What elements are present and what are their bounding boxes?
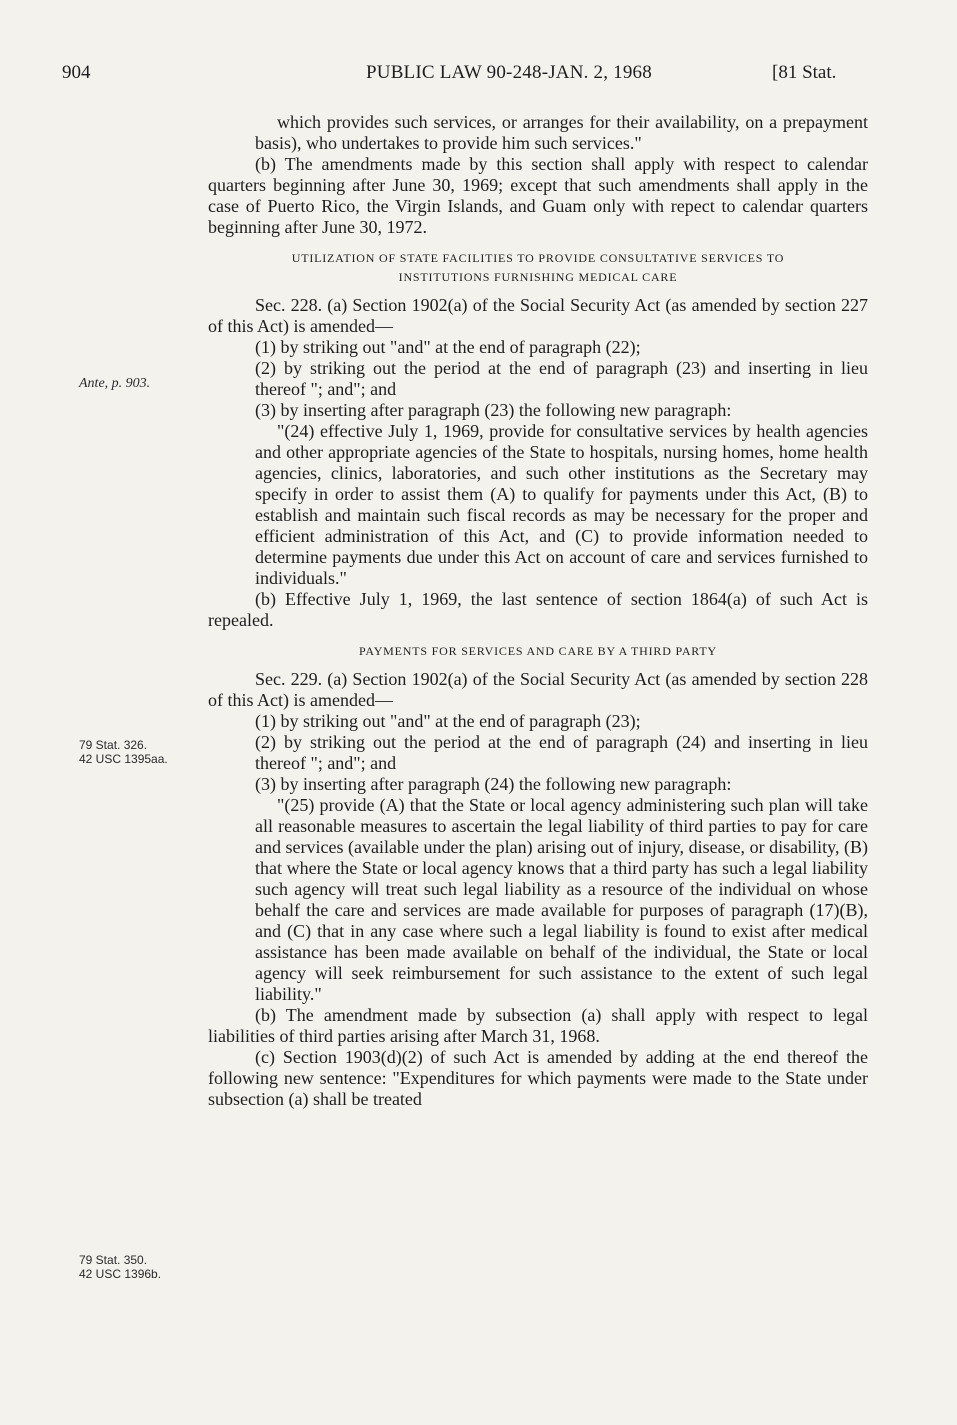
clause: (2) by striking out the period at the end of paragraph (24) and inserting in lieu thereof "; and"; and (255, 732, 868, 773)
paragraph: which provides such services, or arranges for their availability, on a prepayment basis), who undertakes to provide him such services." (255, 112, 868, 153)
page-header (0, 62, 957, 88)
section-228-intro: Sec. 228. (a) Section 1902(a) of the Social Security Act (as amended by section 227 of this Act) is amended— (208, 295, 868, 336)
quoted-paragraph-25: "(25) provide (A) that the State or local agency administering such plan will take all reasonable measures to ascertain the legal liability of third parties to pay for care and services (available under the plan) arising out of injury, disease, or disability, (B) that where the State or local agency knows that a third party has such a legal liability such agency will treat such legal liability as a resource of the individual on whose behalf the care and services are made available for purposes of paragraph (17)(B), and (C) that in any case where such a legal liability is found to exist after medical assistance has been made available on behalf of the individual, the State or local agency will seek reimbursement for such assistance to the extent of such legal liability." (255, 795, 868, 1004)
section-heading-payments (208, 642, 868, 661)
margin-note-stat-350: 79 Stat. 350. (79, 1253, 148, 1267)
section-229-intro: Sec. 229. (a) Section 1902(a) of the Social Security Act (as amended by section 228 of this Act) is amended— (208, 669, 868, 710)
margin-note-ante: Ante, p. 903. (79, 376, 151, 391)
clause: (3) by inserting after paragraph (24) the following new paragraph: (255, 774, 732, 794)
section-229-c: (c) Section 1903(d)(2) of such Act is amended by adding at the end thereof the following new sentence: "Expenditures for which payments were made to the State under subsection (a) shall be treated (208, 1047, 868, 1109)
clause: (2) by striking out the period at the end of paragraph (23) and inserting in lieu thereof "; and"; and (255, 358, 868, 399)
paragraph: (b) The amendments made by this section shall apply with respect to calendar quarters beginning after June 30, 1969; except that such amendments shall apply in the case of Puerto Rico, the Virgin Islands, and Guam only with repect to calendar quarters beginning after June 30, 1972. (208, 154, 868, 237)
heading-line: PAYMENTS FOR SERVICES AND CARE BY A THIRD PARTY (358, 644, 717, 658)
margin-note-usc-1396b: 42 USC 1396b. (79, 1267, 162, 1281)
section-229-b: (b) The amendment made by subsection (a) shall apply with respect to legal liabilities of third parties arising after March 31, 1968. (208, 1005, 868, 1046)
heading-line: INSTITUTIONS FURNISHING MEDICAL CARE (398, 270, 678, 284)
quoted-paragraph-24: "(24) effective July 1, 1969, provide for consultative services by health agencies and other appropriate agencies of the State to hospitals, nursing homes, home health agencies, clinics, laboratories, and such other institutions as the Secretary may specify in order to assist them (A) to qualify for payments under this Act, (B) to establish and maintain such fiscal records as may be necessary for the proper and efficient administration of this Act, and (C) to provide information needed to determine payments due under this Act on account of care and services furnished to individuals." (255, 421, 868, 588)
volume-citation: [81 Stat. (772, 62, 837, 83)
page-number: 904 (62, 62, 91, 83)
section-228-b: (b) Effective July 1, 1969, the last sentence of section 1864(a) of such Act is repealed. (208, 589, 868, 630)
section-heading-utilization (208, 249, 868, 287)
body-text (208, 112, 868, 1110)
heading-line: UTILIZATION OF STATE FACILITIES TO PROVIDE CONSULTATIVE SERVICES TO (291, 251, 785, 265)
running-title: PUBLIC LAW 90-248-JAN. 2, 1968 (366, 62, 652, 83)
margin-note-stat-326: 79 Stat. 326. (79, 738, 148, 752)
clause: (3) by inserting after paragraph (23) the following new paragraph: (255, 400, 732, 420)
margin-note-usc-1395aa: 42 USC 1395aa. (79, 752, 168, 766)
clause: (1) by striking out "and" at the end of paragraph (22); (255, 337, 641, 357)
clause: (1) by striking out "and" at the end of paragraph (23); (255, 711, 641, 731)
